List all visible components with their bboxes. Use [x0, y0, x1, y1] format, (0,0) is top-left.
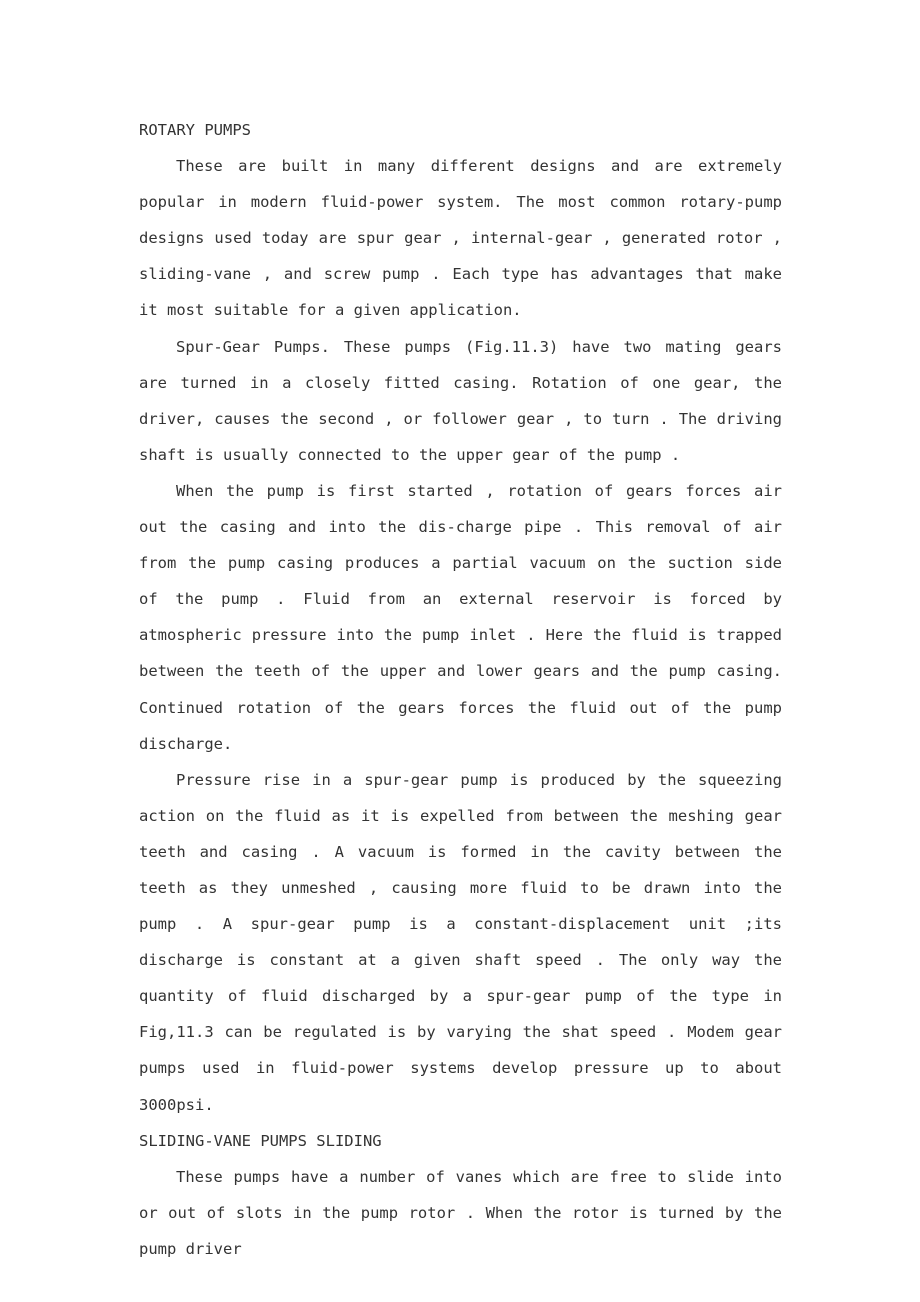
- document-body: [139, 112, 782, 1267]
- section-heading: ROTARY PUMPS: [139, 121, 251, 139]
- section-heading: SLIDING-VANE PUMPS SLIDING: [139, 1131, 382, 1150]
- section-sliding-vane-pumps: [139, 1123, 782, 1267]
- paragraph: These pumps have a number of vanes which are free to slide into or out of slots in the pump rotor . When the rotor is turned by the pump driver: [139, 1167, 782, 1258]
- section-rotary-pumps: [139, 112, 782, 1123]
- paragraph: When the pump is first started , rotation of gears forces air out the casing and into the dis-charge pipe . This removal of air from the pump casing produces a partial vacuum on the suction side of the pump . Fluid from an external reservoir is forced by atmospheric pressure into the pump inlet . Here the fluid is trapped between the teeth of the upper and lower gears and the pump casing. Continued rotation of the gears forces the fluid out of the pump discharge.: [139, 481, 782, 753]
- paragraph: Spur-Gear Pumps. These pumps (Fig.11.3) have two mating gears are turned in a closely fitted casing. Rotation of one gear, the driver, causes the second , or follower gear , to turn . The driving shaft is usually connected to the upper gear of the pump .: [139, 337, 782, 464]
- paragraph: Pressure rise in a spur-gear pump is produced by the squeezing action on the fluid as it is expelled from between the meshing gear teeth and casing . A vacuum is formed in the cavity between the teeth as they unmeshed , causing more fluid to be drawn into the pump . A spur-gear pump is a constant-displacement unit ;its discharge is constant at a given shaft speed . The only way the quantity of fluid discharged by a spur-gear pump of the type in Fig,11.3 can be regulated is by varying the shat speed . Modem gear pumps used in fluid-power systems develop pressure up to about 3000psi.: [139, 770, 782, 1114]
- paragraph: These are built in many different designs and are extremely popular in modern fluid-power system. The most common rotary-pump designs used today are spur gear , internal-gear , generated rotor , sliding-vane , and screw pump . Each type has advantages that make it most suitable for a given application.: [139, 157, 782, 320]
